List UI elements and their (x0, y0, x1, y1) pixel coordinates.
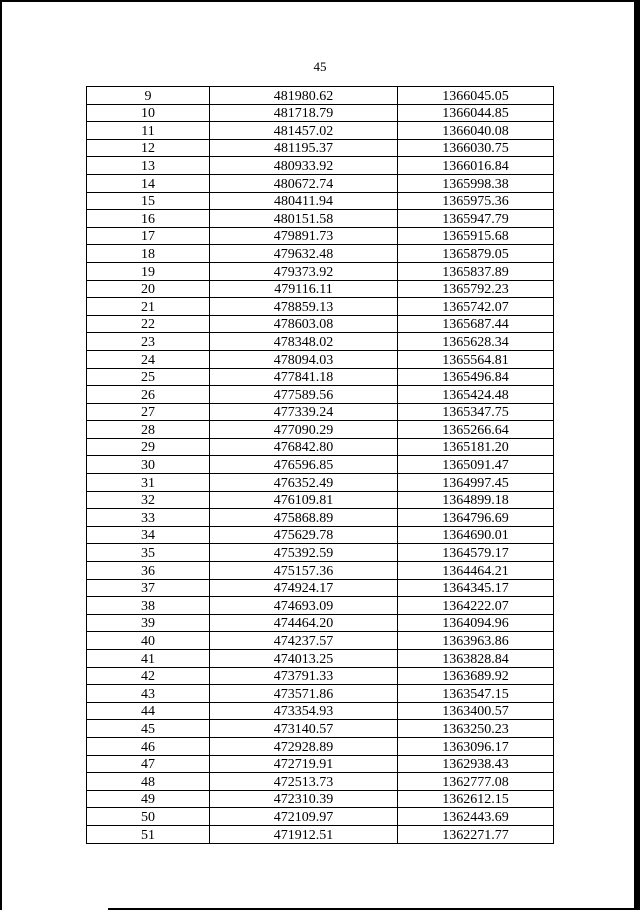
x-coordinate-cell: 473354.93 (210, 702, 398, 720)
table-row (87, 685, 554, 703)
x-coordinate-cell: 478859.13 (210, 298, 398, 316)
y-coordinate-cell: 1366044.85 (398, 104, 554, 122)
point-number-cell: 19 (87, 262, 210, 280)
x-coordinate-cell: 473791.33 (210, 667, 398, 685)
table-row (87, 755, 554, 773)
point-number-cell: 36 (87, 562, 210, 580)
table-row (87, 808, 554, 826)
x-coordinate-cell: 479116.11 (210, 280, 398, 298)
y-coordinate-cell: 1365091.47 (398, 456, 554, 474)
point-number-cell: 17 (87, 227, 210, 245)
x-coordinate-cell: 479891.73 (210, 227, 398, 245)
x-coordinate-cell: 472310.39 (210, 790, 398, 808)
point-number-cell: 41 (87, 650, 210, 668)
table-row (87, 298, 554, 316)
x-coordinate-cell: 474237.57 (210, 632, 398, 650)
point-number-cell: 42 (87, 667, 210, 685)
table-row (87, 491, 554, 509)
point-number-cell: 33 (87, 509, 210, 527)
y-coordinate-cell: 1366040.08 (398, 122, 554, 140)
point-number-cell: 21 (87, 298, 210, 316)
x-coordinate-cell: 472928.89 (210, 737, 398, 755)
y-coordinate-cell: 1364345.17 (398, 579, 554, 597)
x-coordinate-cell: 478094.03 (210, 350, 398, 368)
x-coordinate-cell: 473140.57 (210, 720, 398, 738)
point-number-cell: 30 (87, 456, 210, 474)
table-row (87, 438, 554, 456)
y-coordinate-cell: 1365837.89 (398, 262, 554, 280)
y-coordinate-cell: 1364464.21 (398, 562, 554, 580)
point-number-cell: 51 (87, 825, 210, 843)
y-coordinate-cell: 1366030.75 (398, 139, 554, 157)
x-coordinate-cell: 480151.58 (210, 210, 398, 228)
y-coordinate-cell: 1364796.69 (398, 509, 554, 527)
x-coordinate-cell: 480411.94 (210, 192, 398, 210)
x-coordinate-cell: 472109.97 (210, 808, 398, 826)
y-coordinate-cell: 1362443.69 (398, 808, 554, 826)
table-row (87, 579, 554, 597)
y-coordinate-cell: 1365975.36 (398, 192, 554, 210)
y-coordinate-cell: 1363828.84 (398, 650, 554, 668)
table-row (87, 333, 554, 351)
point-number-cell: 39 (87, 614, 210, 632)
table-row (87, 350, 554, 368)
table-row (87, 825, 554, 843)
table-row (87, 790, 554, 808)
x-coordinate-cell: 477589.56 (210, 386, 398, 404)
x-coordinate-cell: 474464.20 (210, 614, 398, 632)
table-row (87, 544, 554, 562)
table-row (87, 562, 554, 580)
table-row (87, 597, 554, 615)
point-number-cell: 47 (87, 755, 210, 773)
table-row (87, 227, 554, 245)
table-row (87, 262, 554, 280)
table-row (87, 245, 554, 263)
x-coordinate-cell: 475157.36 (210, 562, 398, 580)
y-coordinate-cell: 1364579.17 (398, 544, 554, 562)
point-number-cell: 15 (87, 192, 210, 210)
table-row (87, 104, 554, 122)
coordinates-table (86, 86, 554, 844)
x-coordinate-cell: 479373.92 (210, 262, 398, 280)
y-coordinate-cell: 1364094.96 (398, 614, 554, 632)
table-row (87, 403, 554, 421)
x-coordinate-cell: 477339.24 (210, 403, 398, 421)
x-coordinate-cell: 478603.08 (210, 315, 398, 333)
y-coordinate-cell: 1363096.17 (398, 737, 554, 755)
point-number-cell: 37 (87, 579, 210, 597)
y-coordinate-cell: 1364997.45 (398, 474, 554, 492)
point-number-cell: 12 (87, 139, 210, 157)
x-coordinate-cell: 473571.86 (210, 685, 398, 703)
x-coordinate-cell: 475629.78 (210, 526, 398, 544)
x-coordinate-cell: 481195.37 (210, 139, 398, 157)
y-coordinate-cell: 1366045.05 (398, 87, 554, 105)
x-coordinate-cell: 481718.79 (210, 104, 398, 122)
y-coordinate-cell: 1363689.92 (398, 667, 554, 685)
y-coordinate-cell: 1365998.38 (398, 174, 554, 192)
y-coordinate-cell: 1365496.84 (398, 368, 554, 386)
y-coordinate-cell: 1363250.23 (398, 720, 554, 738)
point-number-cell: 9 (87, 87, 210, 105)
y-coordinate-cell: 1365915.68 (398, 227, 554, 245)
table-row (87, 368, 554, 386)
table-row (87, 667, 554, 685)
y-coordinate-cell: 1362938.43 (398, 755, 554, 773)
table-row (87, 650, 554, 668)
table-row (87, 157, 554, 175)
table-row (87, 632, 554, 650)
table-row (87, 210, 554, 228)
x-coordinate-cell: 478348.02 (210, 333, 398, 351)
point-number-cell: 31 (87, 474, 210, 492)
y-coordinate-cell: 1365628.34 (398, 333, 554, 351)
x-coordinate-cell: 474693.09 (210, 597, 398, 615)
table-row (87, 421, 554, 439)
point-number-cell: 29 (87, 438, 210, 456)
table-row (87, 702, 554, 720)
y-coordinate-cell: 1364690.01 (398, 526, 554, 544)
x-coordinate-cell: 476596.85 (210, 456, 398, 474)
y-coordinate-cell: 1364899.18 (398, 491, 554, 509)
y-coordinate-cell: 1363547.15 (398, 685, 554, 703)
point-number-cell: 23 (87, 333, 210, 351)
table-row (87, 315, 554, 333)
point-number-cell: 13 (87, 157, 210, 175)
y-coordinate-cell: 1364222.07 (398, 597, 554, 615)
table-row (87, 614, 554, 632)
y-coordinate-cell: 1363963.86 (398, 632, 554, 650)
x-coordinate-cell: 480672.74 (210, 174, 398, 192)
table-row (87, 122, 554, 140)
point-number-cell: 26 (87, 386, 210, 404)
table-row (87, 509, 554, 527)
y-coordinate-cell: 1362777.08 (398, 773, 554, 791)
point-number-cell: 32 (87, 491, 210, 509)
y-coordinate-cell: 1363400.57 (398, 702, 554, 720)
table-row (87, 526, 554, 544)
point-number-cell: 22 (87, 315, 210, 333)
table-row (87, 456, 554, 474)
table-row (87, 139, 554, 157)
table-row (87, 474, 554, 492)
point-number-cell: 11 (87, 122, 210, 140)
point-number-cell: 35 (87, 544, 210, 562)
x-coordinate-cell: 475392.59 (210, 544, 398, 562)
x-coordinate-cell: 481980.62 (210, 87, 398, 105)
point-number-cell: 45 (87, 720, 210, 738)
y-coordinate-cell: 1365742.07 (398, 298, 554, 316)
point-number-cell: 46 (87, 737, 210, 755)
x-coordinate-cell: 476842.80 (210, 438, 398, 456)
page-edge-right (634, 0, 640, 910)
y-coordinate-cell: 1365347.75 (398, 403, 554, 421)
coordinates-table-body (87, 87, 554, 844)
point-number-cell: 16 (87, 210, 210, 228)
table-row (87, 737, 554, 755)
y-coordinate-cell: 1365424.48 (398, 386, 554, 404)
x-coordinate-cell: 480933.92 (210, 157, 398, 175)
point-number-cell: 43 (87, 685, 210, 703)
y-coordinate-cell: 1362612.15 (398, 790, 554, 808)
y-coordinate-cell: 1362271.77 (398, 825, 554, 843)
point-number-cell: 50 (87, 808, 210, 826)
table-row (87, 720, 554, 738)
x-coordinate-cell: 476109.81 (210, 491, 398, 509)
table-row (87, 87, 554, 105)
point-number-cell: 14 (87, 174, 210, 192)
y-coordinate-cell: 1365947.79 (398, 210, 554, 228)
x-coordinate-cell: 476352.49 (210, 474, 398, 492)
x-coordinate-cell: 479632.48 (210, 245, 398, 263)
x-coordinate-cell: 472719.91 (210, 755, 398, 773)
x-coordinate-cell: 475868.89 (210, 509, 398, 527)
x-coordinate-cell: 477841.18 (210, 368, 398, 386)
x-coordinate-cell: 474924.17 (210, 579, 398, 597)
y-coordinate-cell: 1365792.23 (398, 280, 554, 298)
y-coordinate-cell: 1365266.64 (398, 421, 554, 439)
point-number-cell: 27 (87, 403, 210, 421)
x-coordinate-cell: 477090.29 (210, 421, 398, 439)
point-number-cell: 49 (87, 790, 210, 808)
point-number-cell: 48 (87, 773, 210, 791)
point-number-cell: 40 (87, 632, 210, 650)
y-coordinate-cell: 1366016.84 (398, 157, 554, 175)
y-coordinate-cell: 1365181.20 (398, 438, 554, 456)
x-coordinate-cell: 472513.73 (210, 773, 398, 791)
table-row (87, 386, 554, 404)
point-number-cell: 10 (87, 104, 210, 122)
point-number-cell: 34 (87, 526, 210, 544)
x-coordinate-cell: 474013.25 (210, 650, 398, 668)
x-coordinate-cell: 481457.02 (210, 122, 398, 140)
page-edge-top (0, 0, 640, 2)
point-number-cell: 18 (87, 245, 210, 263)
y-coordinate-cell: 1365687.44 (398, 315, 554, 333)
table-row (87, 280, 554, 298)
point-number-cell: 24 (87, 350, 210, 368)
y-coordinate-cell: 1365879.05 (398, 245, 554, 263)
y-coordinate-cell: 1365564.81 (398, 350, 554, 368)
x-coordinate-cell: 471912.51 (210, 825, 398, 843)
point-number-cell: 44 (87, 702, 210, 720)
point-number-cell: 25 (87, 368, 210, 386)
page-edge-left (0, 0, 2, 910)
point-number-cell: 38 (87, 597, 210, 615)
table-row (87, 174, 554, 192)
point-number-cell: 20 (87, 280, 210, 298)
table-row (87, 773, 554, 791)
page-number: 45 (313, 59, 327, 74)
table-row (87, 192, 554, 210)
point-number-cell: 28 (87, 421, 210, 439)
